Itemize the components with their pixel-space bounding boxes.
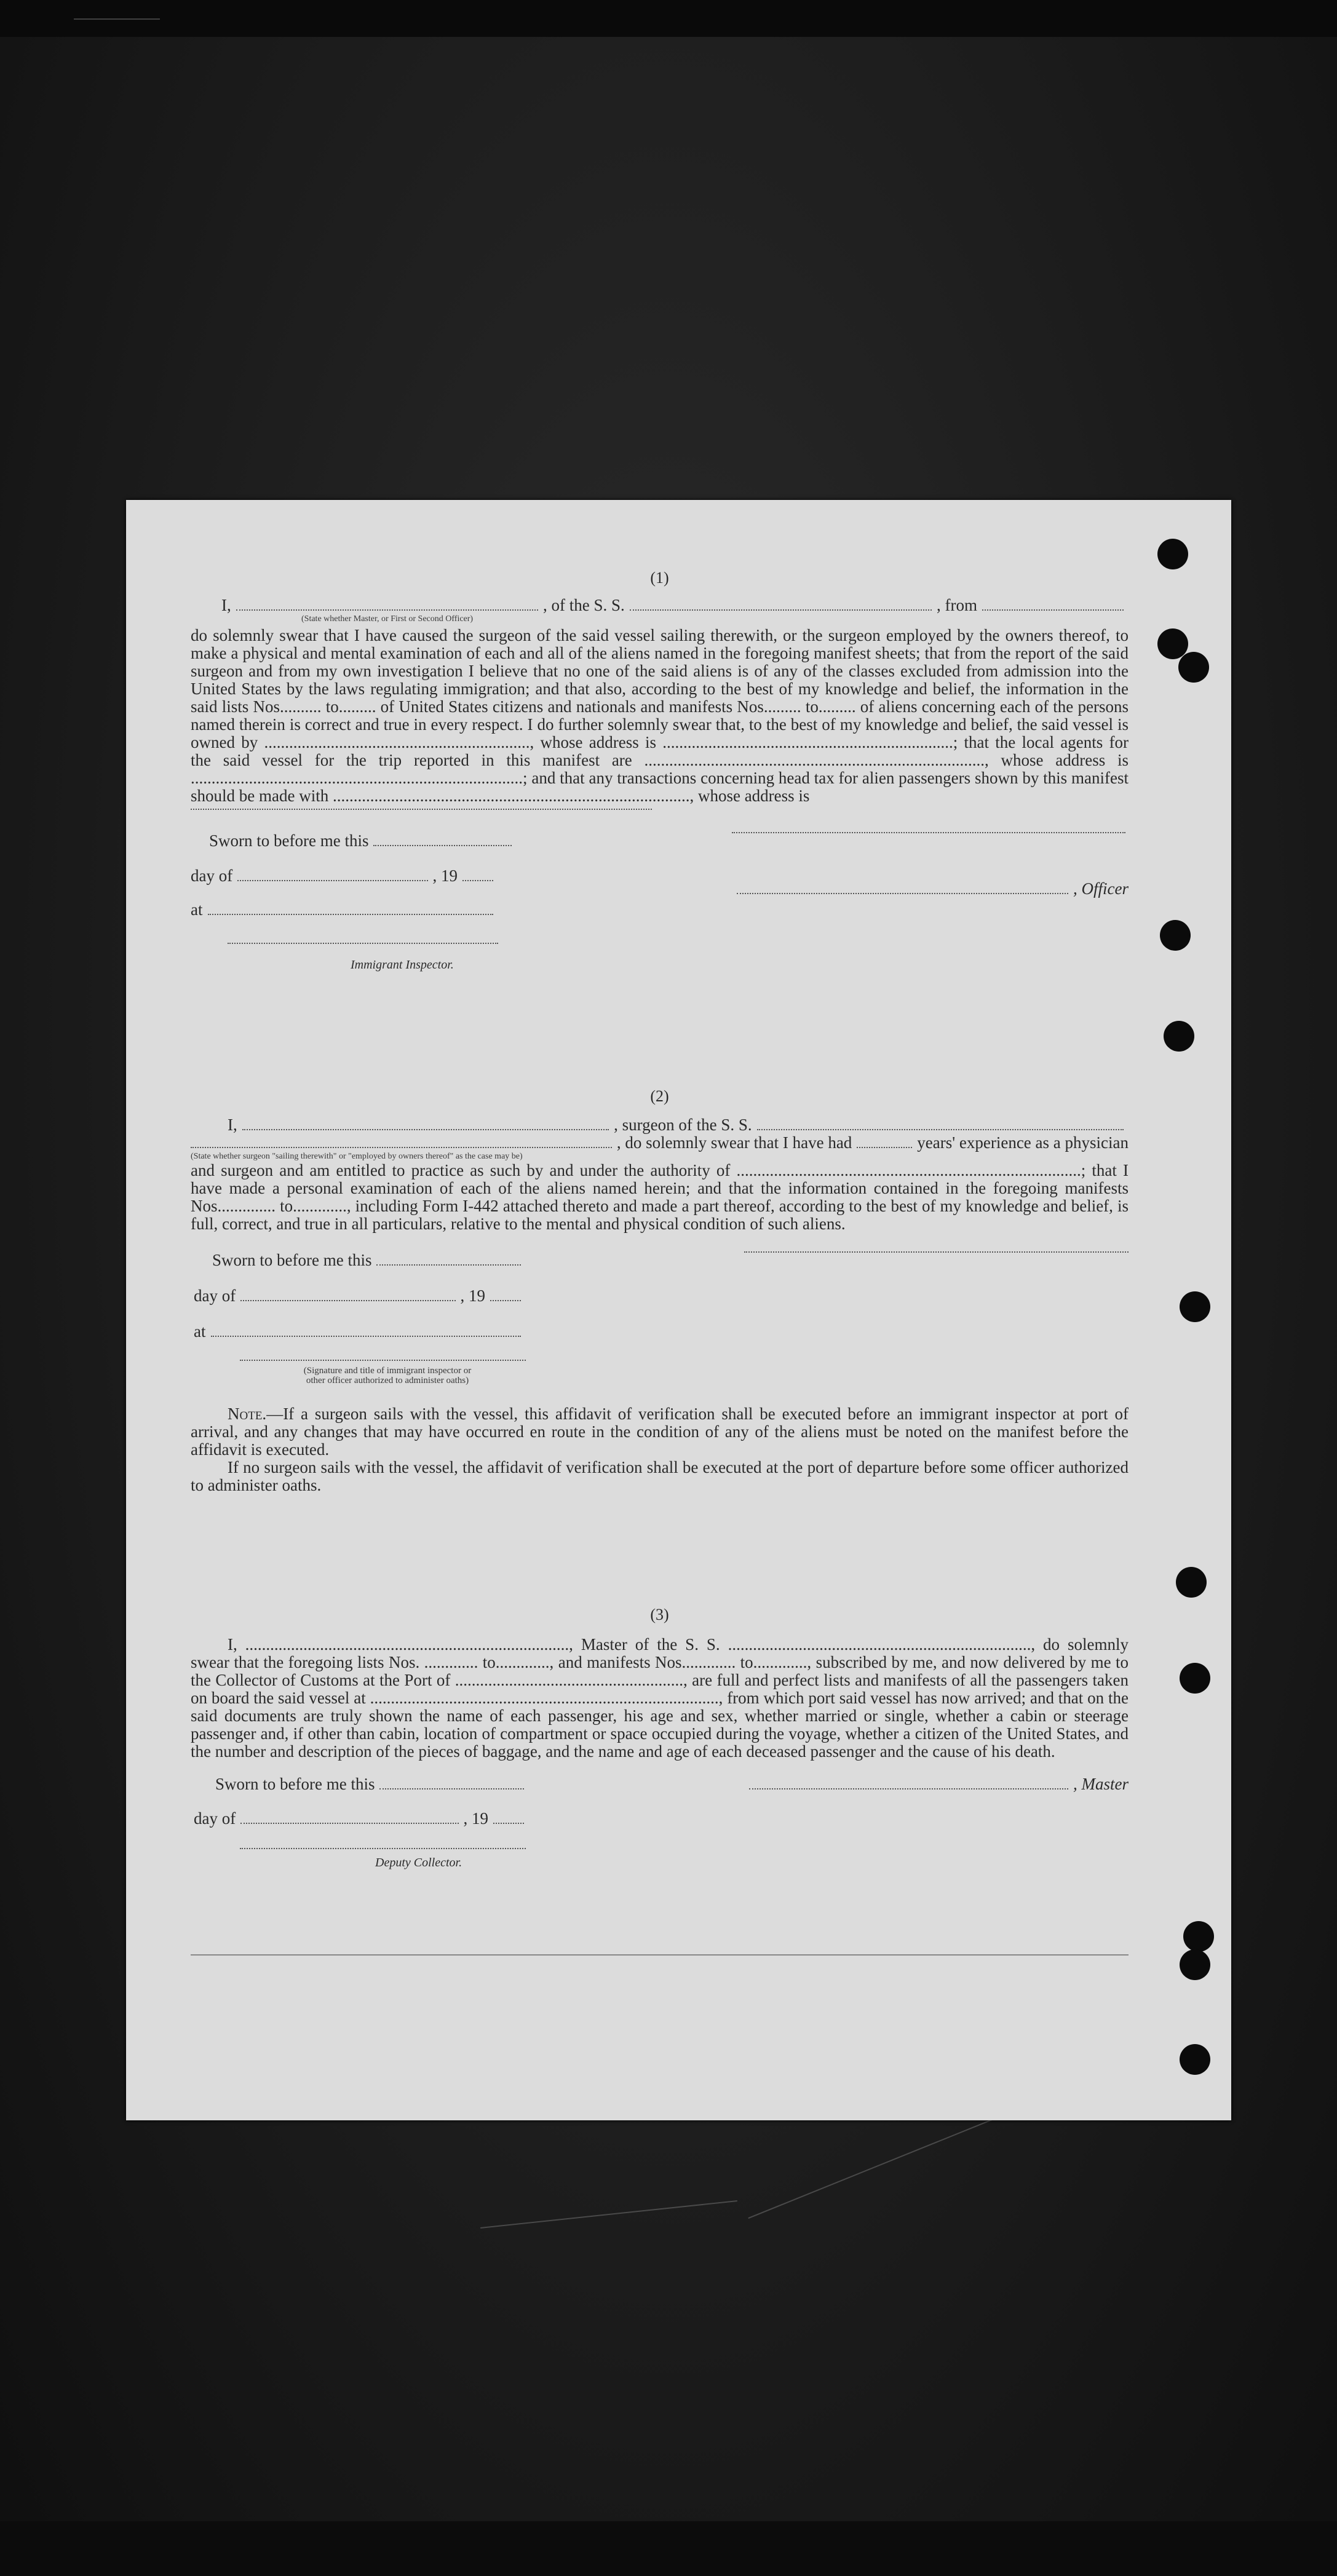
section-1-number: (1) [650, 569, 669, 587]
note-body-2: If no surgeon sails with the vessel, the affidavit of verification shall be executed at the port of departure before some officer authorized to administer oaths. [191, 1458, 1129, 1494]
film-scratch [74, 18, 160, 20]
surgeon-signature-line [744, 1251, 1129, 1253]
bottom-rule [191, 1954, 1129, 1956]
section-2-number: (2) [650, 1087, 669, 1105]
name-blank [236, 597, 538, 611]
collector-signature-line [240, 1848, 526, 1849]
manifest-reverse-page [126, 500, 1231, 2120]
year-blank [493, 1810, 524, 1824]
punch-hole [1180, 1949, 1210, 1980]
at-label: at [194, 1322, 206, 1341]
surgeon-caption: (State whether surgeon "sailing therewith" or "employed by owners thereof" as the case may be) [191, 1152, 523, 1161]
officer-signature-line [737, 881, 1068, 894]
vessel-blank [757, 1117, 1124, 1130]
oath-opening: I, [228, 1116, 237, 1134]
master-label: , Master [1073, 1775, 1129, 1793]
punch-hole [1178, 652, 1209, 683]
film-edge-top [0, 0, 1337, 37]
swear-label: , do solemnly swear that I have had [616, 1133, 852, 1152]
year-label: , 19 [463, 1809, 488, 1828]
sig-caption-1: (Signature and title of immigrant inspector or [303, 1366, 472, 1376]
section-1-body: do solemnly swear that I have caused the surgeon of the said vessel sailing therewith, or the surgeon employed by the owners thereof, to make a physical and mental examination of each and all of the aliens named in the foregoing manifest sheets; that from the report of the said surgeon and from my own investigation I believe that no one of the said aliens is of any of the classes excluded from admission into the United States by the laws regulating immigration; and that also, according to the best of my knowledge and belief, the information in the said lists Nos.......... to......... of United States citizens and nationals and manifests Nos......... to......... of aliens concerning each of the persons named therein is correct and true in every respect. I do further solemnly swear that, to the best of my knowledge and belief, the said vessel is owned by ................................................................, whose address is ......................................................................; that the local agents for the said vessel for the trip reported in this manifest are .................................................................................., whose address is ................................................................................; and that any transactions concerning head tax for alien passengers shown by this manifest should be made with ......................................................................................, whose address is [191, 626, 1129, 805]
punch-hole [1180, 1663, 1210, 1694]
year-blank [490, 1288, 521, 1301]
at-blank [211, 1323, 522, 1337]
sig-caption-2: other officer authorized to administer oaths) [306, 1376, 469, 1385]
master-caption: (State whether Master, or First or Second Officer) [301, 614, 474, 624]
official-signature-line [240, 1360, 526, 1361]
surgeon-status-blank [191, 1135, 612, 1148]
sworn-label: Sworn to before me this [209, 831, 369, 850]
from-label: , from [937, 596, 977, 614]
from-blank [982, 597, 1124, 611]
section-2 [191, 1087, 1129, 1494]
section-1-signatures [191, 832, 1129, 992]
name-blank [242, 1117, 609, 1130]
at-label: at [191, 900, 203, 919]
punch-hole [1180, 1291, 1210, 1322]
note-label: Note. [228, 1405, 267, 1423]
inspector-signature-line [228, 943, 498, 944]
of-ss-label: , of the S. S. [543, 596, 625, 614]
section-2-body: and surgeon and am entitled to practice as such by and under the authority of ...................................................................................; that I have made a personal examination of each of the aliens named herein; and that the information contained in the foregoing manifests Nos.............. to............., including Form I-442 attached thereto and made a part thereof, according to the best of my knowledge and belief, is full, correct, and true in all particulars, relative to the mental and physical condition of such aliens. [191, 1161, 1129, 1233]
year-label: , 19 [460, 1286, 485, 1305]
note-body: —If a surgeon sails with the vessel, this affidavit of verification shall be executed before an immigrant inspector at port of arrival, and any changes that may have occurred en route in the condition of any of the aliens must be noted on the manifest before the affidavit is executed. [191, 1405, 1129, 1459]
master-signature-line [749, 1776, 1068, 1789]
sworn-blank [376, 1252, 521, 1266]
sworn-blank [373, 833, 512, 846]
years-label: years' experience as a physician [917, 1133, 1129, 1152]
day-of-label: day of [194, 1809, 236, 1828]
punch-hole [1157, 539, 1188, 569]
section-3 [191, 1606, 1129, 1892]
section-3-number: (3) [650, 1606, 669, 1623]
inspector-caption: Immigrant Inspector. [351, 958, 454, 972]
punch-hole [1183, 1921, 1214, 1952]
day-blank [240, 1288, 455, 1301]
section-3-signatures [191, 1775, 1129, 1892]
day-blank [240, 1810, 458, 1824]
section-2-oath-line [191, 1116, 1129, 1134]
punch-hole [1164, 1021, 1194, 1052]
year-blank [462, 868, 493, 881]
sworn-label: Sworn to before me this [215, 1775, 375, 1793]
at-blank [208, 902, 494, 915]
section-2-signatures [191, 1251, 1129, 1405]
film-edge-bottom [0, 2521, 1337, 2576]
section-1-oath-line [191, 596, 1129, 614]
section-2-note [191, 1405, 1129, 1459]
section-2-experience-line [191, 1134, 1129, 1152]
sworn-label: Sworn to before me this [212, 1251, 372, 1269]
punch-hole [1180, 2044, 1210, 2075]
day-of-label: day of [194, 1286, 236, 1305]
section-3-body: I, .............................................................................., Master of the S. S. ........................................................................., do solemnly swear that the foregoing lists Nos. ............. to............., and manifests Nos............. to............., subscribed by me, and now delivered by me to the Collector of Customs at the Port of ......................................................., are full and perfect lists and manifests of all the passengers taken on board the said vessel at ...................................................................................., from which port said vessel has now arrived; and that on the said documents are truly shown the name of each passenger, his age and sex, whether married or single, whether a cabin or steerage passenger and, if other than cabin, location of compartment or space occupied during the voyage, whether a citizen of the United States, and the number and description of the pieces of baggage, and the name and age of each deceased passenger and the cause of his death. [191, 1635, 1129, 1761]
section-1 [191, 569, 1129, 992]
collector-caption: Deputy Collector. [375, 1856, 462, 1869]
years-blank [857, 1135, 912, 1148]
oath-opening: I, [221, 596, 231, 614]
punch-hole [1176, 1567, 1207, 1598]
vessel-blank [630, 597, 932, 611]
year-label: , 19 [432, 866, 458, 885]
surgeon-of-label: , surgeon of the S. S. [614, 1116, 752, 1134]
address-blank [191, 809, 652, 810]
day-of-label: day of [191, 866, 233, 885]
officer-label: , Officer [1073, 879, 1129, 898]
sworn-blank [379, 1776, 524, 1789]
day-blank [237, 868, 427, 881]
punch-hole [1160, 920, 1191, 951]
officer-top-line [732, 832, 1125, 833]
